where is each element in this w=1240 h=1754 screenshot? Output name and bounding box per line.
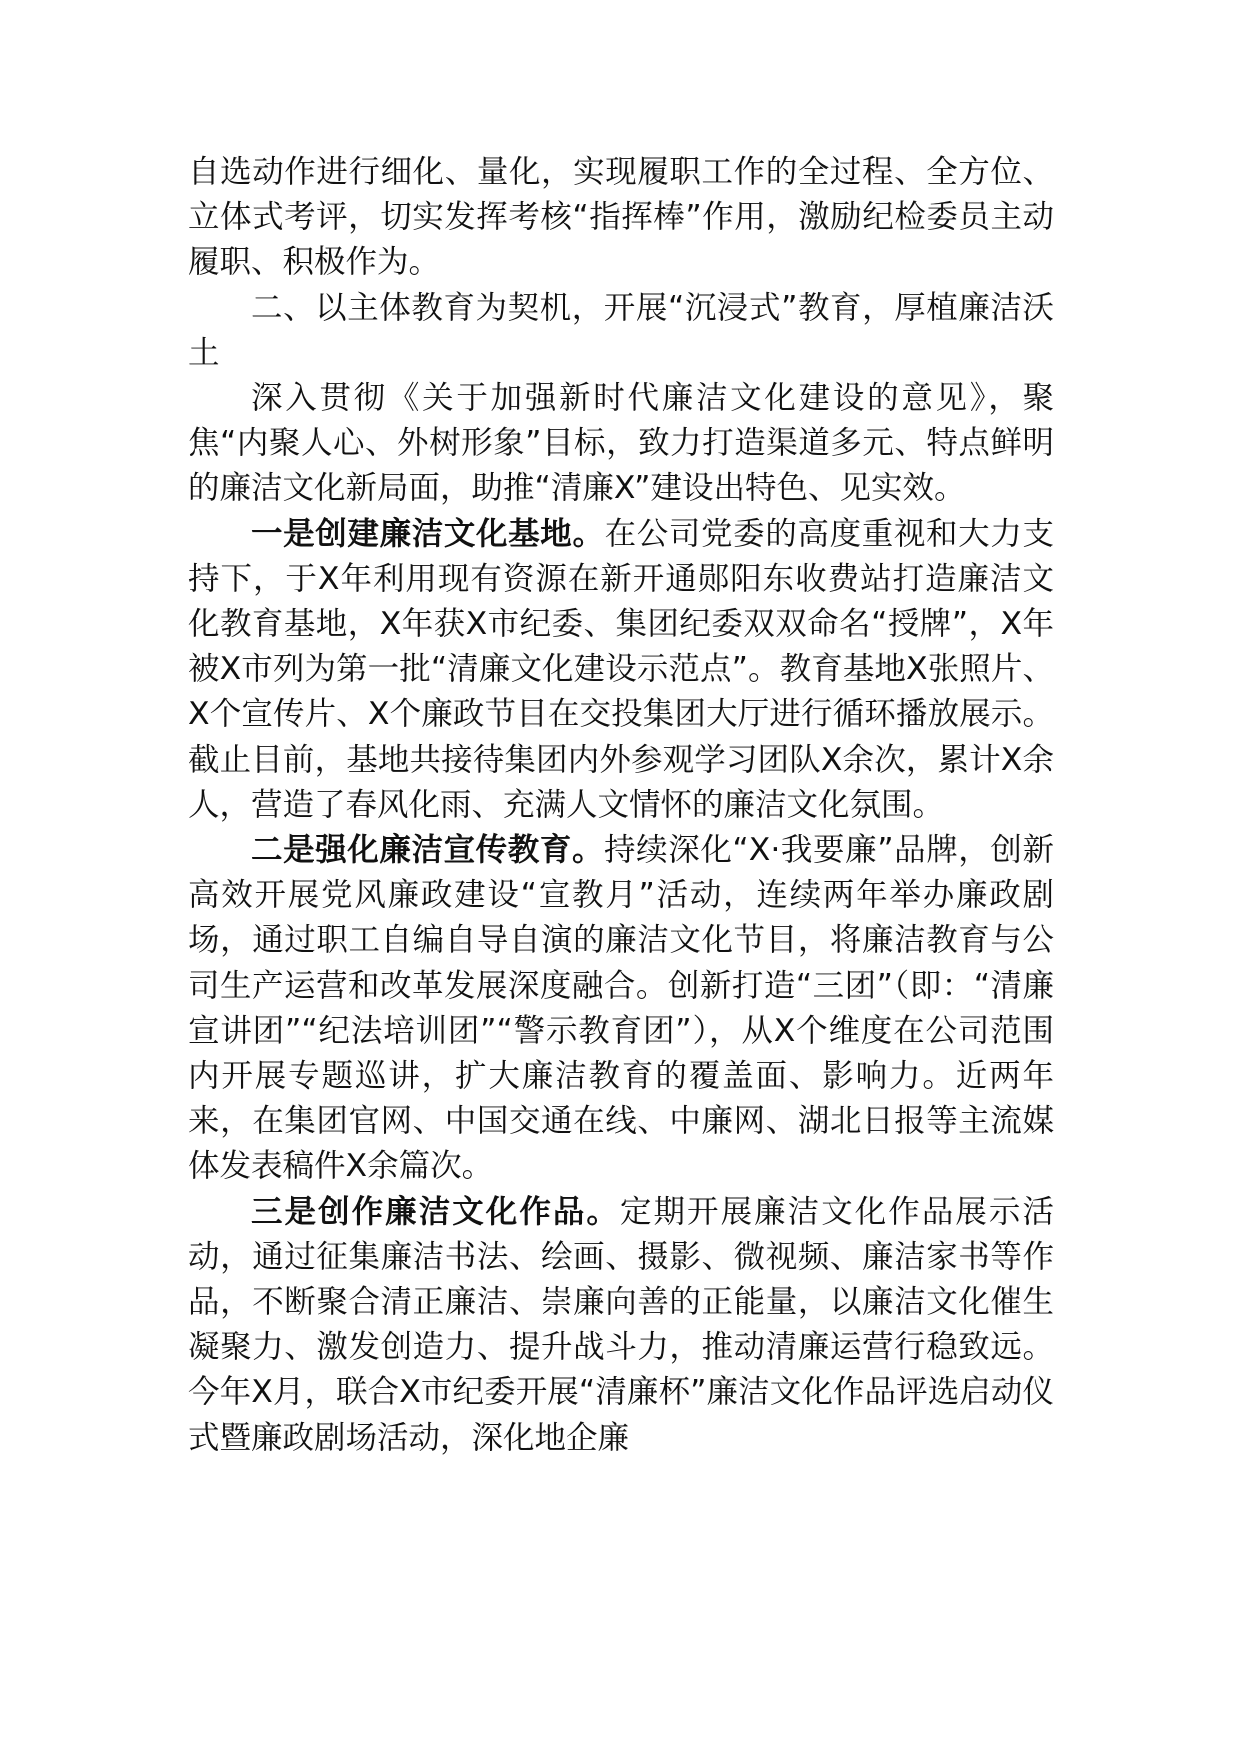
section-heading: 二、以主体教育为契机，开展“沉浸式”教育，厚植廉洁沃土 [188, 289, 1054, 371]
item-2-body: 持续深化“X·我要廉”品牌，创新高效开展党风廉政建设“宣教月”活动，连续两年举办廉政剧场，通过职工自编自导自演的廉洁文化节目，将廉洁教育与公司生产运营和改革发展深度融合。创新打造“三团”（即：“清廉宣讲团”“纪法培训团”“警示教育团”），从X个维度在公司范围内开展专题巡讲，扩大廉洁教育的覆盖面、影响力。近两年来，在集团官网、中国交通在线、中廉网、湖北日报等主流媒体发表稿件X余篇次。 [188, 832, 1054, 1185]
item-1-body: 在公司党委的高度重视和大力支持下，于X年利用现有资源在新开通郧阳东收费站打造廉洁文化教育基地，X年获X市纪委、集团纪委双双命名“授牌”，X年被X市列为第一批“清廉文化建设示范点”。教育基地X张照片、X个宣传片、X个廉政节目在交投集团大厅进行循环播放展示。截止目前，基地共接待集团内外参观学习团队X余次，累计X余人，营造了春风化雨、充满人文情怀的廉洁文化氛围。 [188, 515, 1054, 823]
item-3-paragraph [188, 1190, 1054, 1461]
item-2-lead: 二是强化廉洁宣传教育。 [251, 832, 605, 869]
item-1-paragraph [188, 512, 1054, 828]
paragraph-continuation: 自选动作进行细化、量化，实现履职工作的全过程、全方位、立体式考评，切实发挥考核“指挥棒”作用，激励纪检委员主动履职、积极作为。 [188, 154, 1054, 281]
item-3-body: 定期开展廉洁文化作品展示活动，通过征集廉洁书法、绘画、摄影、微视频、廉洁家书等作品，不断聚合清正廉洁、崇廉向善的正能量，以廉洁文化催生凝聚力、激发创造力、提升战斗力，推动清廉运营行稳致远。今年X月，联合X市纪委开展“清廉杯”廉洁文化作品评选启动仪式暨廉政剧场活动，深化地企廉 [188, 1193, 1054, 1456]
document-page [188, 150, 1054, 1461]
item-3-lead: 三是创作廉洁文化作品。 [251, 1193, 620, 1230]
paragraph-intro: 深入贯彻《关于加强新时代廉洁文化建设的意见》，聚焦“内聚人心、外树形象”目标，致力打造渠道多元、特点鲜明的廉洁文化新局面，助推“清廉X”建设出特色、见实效。 [188, 380, 1054, 507]
item-1-lead: 一是创建廉洁文化基地。 [251, 515, 605, 552]
item-2-paragraph [188, 828, 1054, 1190]
